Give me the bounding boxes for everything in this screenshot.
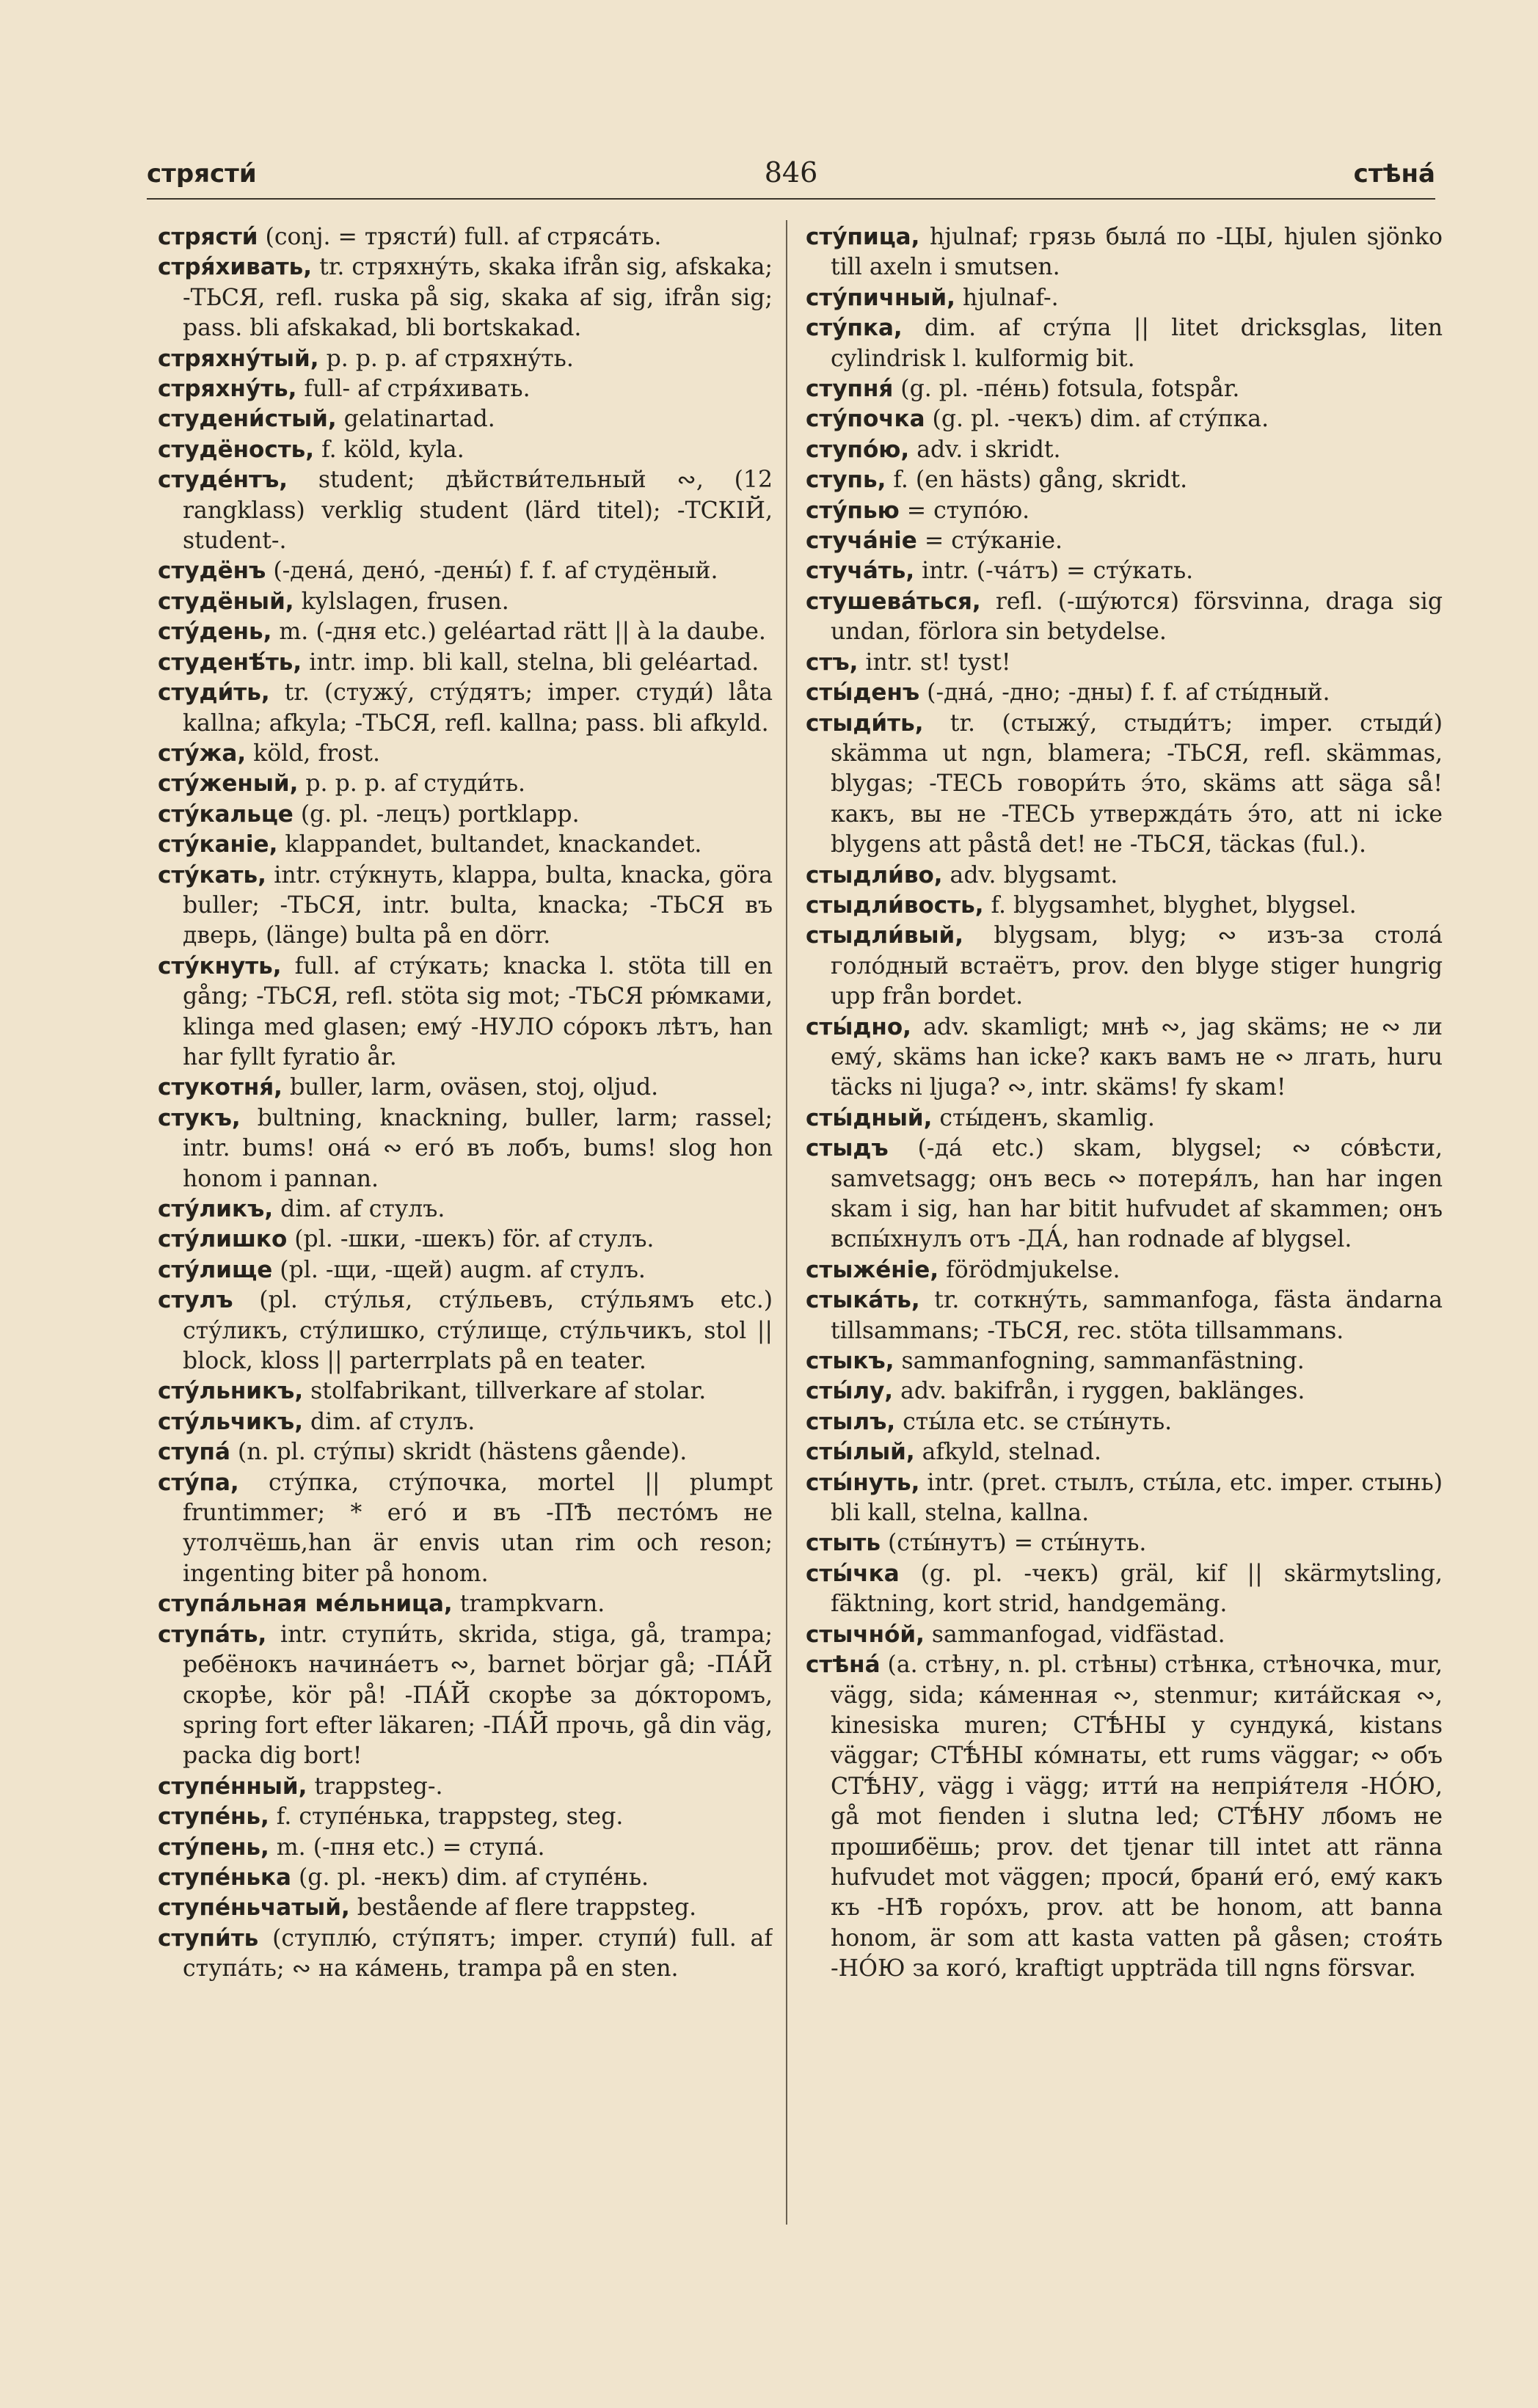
entry-definition: f. köld, kyla. — [314, 436, 464, 463]
entry-definition: kylslagen, frusen. — [294, 588, 509, 615]
entry-headword: сту́пью — [806, 497, 900, 524]
dictionary-entry — [806, 1650, 1443, 1984]
dictionary-entry — [806, 465, 1443, 495]
dictionary-entry — [158, 435, 773, 465]
entry-headword: сту́пень, — [158, 1834, 269, 1861]
entry-definition: dim. af стулъ. — [273, 1196, 445, 1222]
dictionary-entry — [806, 1134, 1443, 1255]
dictionary-entry — [806, 404, 1443, 434]
entry-definition: = сту́каніе. — [916, 528, 1063, 555]
dictionary-entry — [158, 800, 773, 830]
dictionary-entry — [806, 1013, 1443, 1103]
dictionary-entry — [806, 709, 1443, 861]
entry-definition: adv. bakifrån, i ryggen, baklänges. — [893, 1378, 1305, 1405]
dictionary-entry — [806, 1528, 1443, 1558]
entry-definition: f. blygsamhet, blyghet, blygsel. — [983, 891, 1357, 919]
dictionary-entry — [806, 678, 1443, 708]
dictionary-entry — [158, 252, 773, 343]
entry-headword: сты́дный, — [806, 1104, 933, 1131]
entry-definition: intr. (-ча́тъ) = сту́кать. — [914, 558, 1194, 585]
header-rule — [147, 198, 1435, 200]
entry-headword: стыдли́во, — [806, 861, 943, 889]
entry-definition: f. ступе́нька, trappsteg, steg. — [269, 1803, 624, 1831]
entry-headword: стѣна́ — [806, 1652, 881, 1679]
dictionary-entry — [806, 526, 1443, 556]
entry-definition: blygsam, blyg; ∾ изъ-за стола́ голо́дный встаётъ, prov. den blyge stiger hungrig upp från bordet. — [831, 922, 1443, 1010]
dictionary-entry — [158, 374, 773, 404]
entry-definition: gelatinartad. — [336, 406, 495, 433]
entry-definition: intr. сту́кнуть, klappa, bulta, knacka, göra buller; -ТЬСЯ, intr. bulta, knacka; -ТЬСЯ въ дверь, (länge) bulta på en dörr. — [183, 861, 773, 949]
entry-headword: стрясти́ — [158, 224, 258, 250]
dictionary-entry — [158, 648, 773, 678]
entry-definition: tr. (стыжу́, стыди́тъ; imper. стыди́) skämma ut ngn, blamera; -ТЬСЯ, refl. skämmas, blygas; -ТЕСЬ говори́ть э́то, skäms att säga så! какъ, вы не -ТЕСЬ утвержда́ть э́то, att ni icke blygens att påstå det! не -ТЬСЯ, täckas (ful.). — [831, 709, 1443, 858]
entry-headword: сты́чка — [806, 1560, 900, 1587]
entry-headword: сту́льникъ, — [158, 1378, 304, 1405]
dictionary-entry — [158, 1772, 773, 1802]
entry-definition: p. p. p. af студи́ть. — [298, 770, 525, 798]
entry-headword: студи́ть, — [158, 679, 270, 707]
entry-definition: m. (-пня etc.) = ступа́. — [269, 1834, 545, 1861]
entry-headword: сту́жа, — [158, 740, 247, 767]
dictionary-entry — [806, 1407, 1443, 1437]
entry-definition: intr. (pret. стылъ, сты́ла, etc. imper. стынь) bli kall, stelna, kallna. — [831, 1469, 1443, 1527]
entry-definition: (-дна́, -дно; -дны) f. f. af сты́дный. — [919, 679, 1330, 707]
dictionary-entry — [806, 374, 1443, 404]
entry-headword: стыдли́вый, — [806, 922, 963, 949]
dictionary-entry — [158, 1833, 773, 1863]
entry-headword: стря́хивать, — [158, 254, 313, 281]
entry-headword: стъ, — [806, 649, 859, 676]
entry-headword: сты́нуть, — [806, 1469, 920, 1496]
header-right-guideword: стѣна́ — [1353, 159, 1435, 189]
dictionary-entry — [806, 556, 1443, 586]
entry-headword: стулъ — [158, 1287, 233, 1314]
header-left-guideword: стрясти́ — [147, 159, 257, 189]
entry-headword: студёный, — [158, 588, 294, 615]
entry-headword: стукъ, — [158, 1104, 241, 1131]
entry-definition: adv. skamligt; мнѣ ∾, jag skäms; не ∾ ли ему́, skäms han icke? какъ вамъ не ∾ лгать, huru täcks ni ljuga? ∾, intr. skäms! fy skam! — [831, 1013, 1443, 1101]
entry-definition: intr. imp. bli kall, stelna, bli geléartad. — [302, 649, 759, 676]
entry-definition: förödmjukelse. — [939, 1256, 1120, 1283]
dictionary-entry — [158, 1407, 773, 1437]
entry-definition: (g. pl. -некъ) dim. af ступе́нь. — [291, 1864, 649, 1891]
dictionary-entry — [806, 435, 1443, 465]
dictionary-entry — [806, 1346, 1443, 1376]
dictionary-entry — [158, 1589, 773, 1619]
left-column — [158, 222, 773, 2228]
dictionary-entry — [158, 344, 773, 374]
entry-headword: стыкъ, — [806, 1348, 894, 1375]
entry-definition: сту́пка, сту́почка, mortel || plumpt fruntimmer; * его́ и въ -ПѢ пестóмъ не утолчёшь,han är envis utan rim och reson; ingenting biter på honom. — [183, 1469, 773, 1587]
dictionary-entry — [158, 1255, 773, 1285]
entry-definition: (pl. -шки, -шекъ) för. af стулъ. — [287, 1226, 655, 1253]
entry-headword: стряхну́ть, — [158, 376, 297, 403]
entry-definition: sammanfogad, vidfästad. — [924, 1621, 1225, 1648]
dictionary-entry — [158, 830, 773, 860]
entry-headword: сту́каніе, — [158, 831, 278, 858]
dictionary-entry — [806, 1376, 1443, 1407]
entry-headword: ступь, — [806, 467, 886, 494]
entry-headword: сту́кать, — [158, 861, 266, 889]
entry-definition: bultning, knackning, buller, larm; rassel; intr. bums! она́ ∾ его́ въ лобъ, bums! slog hon honom i pannan. — [183, 1104, 773, 1192]
entry-definition: = ступо́ю. — [899, 497, 1030, 524]
entry-headword: ступи́ть — [158, 1924, 259, 1952]
entry-headword: сту́кнуть, — [158, 952, 282, 979]
entry-definition: bestående af flere trappsteg. — [349, 1894, 697, 1922]
entry-headword: стыдъ — [806, 1135, 889, 1162]
entry-definition: m. (-дня etc.) geléartad rätt || à la daube. — [271, 619, 766, 646]
entry-definition: (pl. сту́лья, сту́льевъ, сту́льямъ etc.) сту́ликъ, сту́лишко, сту́лище, сту́льчикъ, stol || block, kloss || parterrplats på en teater. — [183, 1287, 773, 1375]
entry-headword: стряхну́тый, — [158, 345, 319, 372]
entry-headword: студёнъ — [158, 558, 266, 585]
entry-headword: стычно́й, — [806, 1621, 925, 1648]
entry-definition: buller, larm, oväsen, stoj, oljud. — [282, 1074, 659, 1101]
entry-headword: ступня́ — [806, 376, 894, 403]
entry-headword: ступа́ — [158, 1439, 230, 1466]
entry-headword: ступа́ть, — [158, 1621, 267, 1648]
page-number: 846 — [764, 156, 818, 189]
dictionary-entry — [158, 1073, 773, 1103]
entry-headword: студёность, — [158, 436, 315, 463]
dictionary-entry — [806, 1559, 1443, 1620]
entry-headword: стыже́ніе, — [806, 1256, 939, 1283]
entry-definition: (ступлю́, сту́пятъ; imper. ступи́) full. af ступа́ть; ∾ на ка́мень, trampa på en sten. — [183, 1924, 773, 1982]
entry-definition: сты́денъ, skamlig. — [932, 1104, 1155, 1131]
dictionary-entry — [806, 1468, 1443, 1529]
entry-definition: stolfabrikant, tillverkare af stolar. — [303, 1378, 707, 1405]
dictionary-entry — [158, 404, 773, 434]
dictionary-entry — [158, 556, 773, 586]
entry-headword: сты́лый, — [806, 1439, 915, 1466]
entry-definition: (a. стѣну, n. pl. стѣны) стѣнка, стѣночка, mur, vägg, sida; ка́менная ∾, stenmur; кита́йская ∾, kinesiska muren; СТѢ́НЫ у сундука́, kistans väggar; СТѢ́НЫ ко́мнаты, ett rums väggar; ∾ объ СТѢ́НУ, vägg i vägg; итти́ на непрія́теля -НО́Ю, gå mot fienden i slutna led; СТѢ́НУ лбомъ не прошибёшь; prov. det tjenar till intet att ränna hufvudet mot väggen; проси́, брани́ его́, ему́ какъ къ -НѢ горо́хъ, prov. att be honom, att banna honom, är som att kasta vatten på gåsen; стоя́ть -НО́Ю за кого́, kraftigt uppträda till ngns försvar. — [831, 1652, 1443, 1982]
entry-definition: klappandet, bultandet, knackandet. — [277, 831, 702, 858]
dictionary-entry — [158, 1924, 773, 1985]
entry-definition: (-дена́, дено́, -дены́) f. f. af студёный. — [266, 558, 718, 585]
dictionary-entry — [158, 1376, 773, 1407]
entry-definition: full. af сту́кать; knacka l. stöta till en gång; -ТЬСЯ, refl. stöta sig mot; -ТЬСЯ рю́мками, klinga med glasen; ему́ -НУЛО со́рокъ лѣтъ, han har fyllt fyratio år. — [183, 952, 773, 1070]
entry-headword: сту́льчикъ, — [158, 1408, 303, 1435]
entry-definition: student; дѣйстви́тельный ∾, (12 rangklass) verklig student (lärd titel); -ТСКІЙ, student-. — [183, 467, 773, 555]
entry-definition: сты́ла etc. se сты́нуть. — [895, 1408, 1173, 1435]
dictionary-entry — [158, 1103, 773, 1194]
entry-definition: (сты́нутъ) = сты́нуть. — [880, 1530, 1147, 1557]
entry-headword: сты́денъ — [806, 679, 920, 707]
entry-headword: сту́лишко — [158, 1226, 288, 1253]
dictionary-entry — [158, 222, 773, 252]
dictionary-entry — [806, 891, 1443, 921]
dictionary-entry — [806, 313, 1443, 374]
entry-headword: сту́женый, — [158, 770, 299, 798]
entry-definition: (pl. -щи, -щей) augm. af стулъ. — [272, 1256, 646, 1283]
dictionary-entry — [806, 587, 1443, 648]
dictionary-entry — [806, 1437, 1443, 1467]
dictionary-entry — [158, 1437, 773, 1467]
entry-headword: ступе́нька — [158, 1864, 291, 1891]
entry-headword: сту́лище — [158, 1256, 273, 1283]
entry-definition: tr. (стужу́, сту́дятъ; imper. студи́) låta kallna; afkyla; -ТЬСЯ, refl. kallna; pass. bli afkyld. — [183, 679, 773, 737]
entry-definition: refl. (-шу́ются) försvinna, draga sig undan, förlora sin betydelse. — [831, 588, 1443, 646]
entry-definition: trampkvarn. — [452, 1591, 605, 1618]
entry-definition: (g. pl. -пе́нь) fotsula, fotspår. — [893, 376, 1240, 403]
right-column — [806, 222, 1443, 2228]
entry-headword: сты́лу, — [806, 1378, 894, 1405]
dictionary-entry — [158, 1225, 773, 1255]
dictionary-entry — [806, 222, 1443, 283]
dictionary-entry — [806, 1255, 1443, 1285]
dictionary-entry — [158, 1620, 773, 1772]
entry-headword: сту́пичный, — [806, 284, 955, 311]
entry-headword: стыдли́вость, — [806, 891, 984, 919]
entry-definition: dim. af сту́па || litet dricksglas, liten cylindrisk l. kulformig bit. — [831, 315, 1443, 372]
entry-headword: сту́день, — [158, 619, 272, 646]
entry-headword: сту́почка — [806, 406, 925, 433]
dictionary-entry — [158, 739, 773, 769]
entry-definition: tr. соткнýть, sammanfoga, fästa ändarna tillsammans; -ТЬСЯ, rec. stöta tillsammans. — [831, 1287, 1443, 1344]
entry-headword: стушева́ться, — [806, 588, 981, 615]
dictionary-entry — [806, 921, 1443, 1012]
entry-headword: сту́пка, — [806, 315, 903, 342]
page-header — [147, 150, 1435, 194]
dictionary-entry — [158, 1285, 773, 1376]
entry-definition: (g. pl. -лецъ) portklapp. — [293, 800, 580, 828]
entry-definition: trappsteg-. — [307, 1773, 443, 1800]
dictionary-entry — [806, 861, 1443, 891]
entry-headword: стуча́ть, — [806, 558, 915, 585]
entry-headword: сту́ликъ, — [158, 1196, 274, 1222]
entry-headword: сту́пица, — [806, 224, 920, 250]
dictionary-entry — [158, 1468, 773, 1590]
entry-definition: tr. стряхнýть, skaka ifrån sig, afskaka; -ТЬСЯ, refl. ruska på sig, skaka af sig, ifrån sig; pass. bli afskakad, bli bortskakad. — [183, 254, 773, 342]
dictionary-entry — [158, 1863, 773, 1893]
dictionary-entry — [158, 678, 773, 739]
entry-headword: стыка́ть, — [806, 1287, 920, 1314]
entry-headword: ступе́ньчатый, — [158, 1894, 350, 1922]
entry-headword: студени́стый, — [158, 406, 337, 433]
entry-headword: студенѣ́ть, — [158, 649, 302, 676]
entry-definition: afkyld, stelnad. — [914, 1439, 1102, 1466]
entry-definition: hjulnaf; грязь была́ по -ЦЫ, hjulen sjönko till axeln i smutsen. — [831, 224, 1443, 281]
dictionary-entry — [158, 1802, 773, 1832]
dictionary-entry — [158, 617, 773, 647]
entry-definition: (n. pl. сту́пы) skridt (hästens gående). — [230, 1439, 688, 1466]
dictionary-entry — [806, 496, 1443, 526]
dictionary-entry — [806, 648, 1443, 678]
dictionary-entry — [158, 1893, 773, 1923]
dictionary-entry — [158, 1194, 773, 1225]
entry-definition: adv. i skridt. — [909, 436, 1061, 463]
dictionary-entry — [806, 1285, 1443, 1346]
entry-headword: стылъ, — [806, 1408, 896, 1435]
entry-definition: intr. ступи́ть, skrida, stiga, gå, trampa; ребёнокъ начина́етъ ∾, barnet börjar gå; -ПА́Й скорѣе, kör på! -ПА́Й скорѣе за до́кторомъ, spring fort efter läkaren; -ПА́Й прочь, gå din väg, packa dig bort! — [183, 1621, 773, 1770]
dictionary-entry — [158, 465, 773, 556]
dictionary-entry — [806, 1103, 1443, 1134]
entry-definition: sammanfogning, sammanfästning. — [894, 1348, 1305, 1375]
entry-headword: стукотня́, — [158, 1074, 283, 1101]
entry-definition: köld, frost. — [246, 740, 380, 767]
entry-headword: ступе́нь, — [158, 1803, 269, 1831]
entry-definition: p. p. p. af стряхнýть. — [318, 345, 574, 372]
entry-definition: (conj. = трясти́) full. af стрясáть. — [258, 224, 662, 250]
entry-definition: dim. af стулъ. — [302, 1408, 475, 1435]
entry-definition: hjulnaf-. — [955, 284, 1059, 311]
entry-definition: (g. pl. -чекъ) gräl, kif || skärmytsling, fäktning, kort strid, handgemäng. — [831, 1560, 1443, 1618]
entry-definition: (g. pl. -чекъ) dim. af сту́пка. — [925, 406, 1269, 433]
dictionary-entry — [158, 952, 773, 1073]
entry-headword: сту́па, — [158, 1469, 239, 1496]
entry-headword: ступо́ю, — [806, 436, 910, 463]
entry-definition: f. (en hästs) gång, skridt. — [886, 467, 1188, 494]
entry-headword: стыди́ть, — [806, 709, 924, 737]
dictionary-entry — [158, 587, 773, 617]
entry-definition: intr. st! tyst! — [858, 649, 1011, 676]
entry-headword: студе́нтъ, — [158, 467, 288, 494]
entry-definition: full- af стря́хивать. — [296, 376, 531, 403]
entry-definition: (-да́ etc.) skam, blygsel; ∾ со́вѣсти, samvetsagg; онъ весь ∾ потеря́лъ, han har ingen skam i sig, han har bitit hufvudet af skammen; онъ вспы́хнулъ отъ -ДА́, han rodnade af blygsel. — [831, 1135, 1443, 1253]
dictionary-entry — [158, 861, 773, 952]
entry-headword: сты́дно, — [806, 1013, 911, 1040]
entry-headword: ступе́нный, — [158, 1773, 307, 1800]
entry-headword: ступа́льная ме́льница, — [158, 1591, 453, 1618]
column-divider — [786, 220, 787, 2225]
dictionary-entry — [158, 769, 773, 799]
entry-definition: adv. blygsamt. — [942, 861, 1118, 889]
dictionary-entry — [806, 1620, 1443, 1650]
entry-headword: стыть — [806, 1530, 881, 1557]
entry-headword: сту́кальце — [158, 800, 294, 828]
entry-headword: стуча́ніе — [806, 528, 917, 555]
dictionary-entry — [806, 283, 1443, 313]
